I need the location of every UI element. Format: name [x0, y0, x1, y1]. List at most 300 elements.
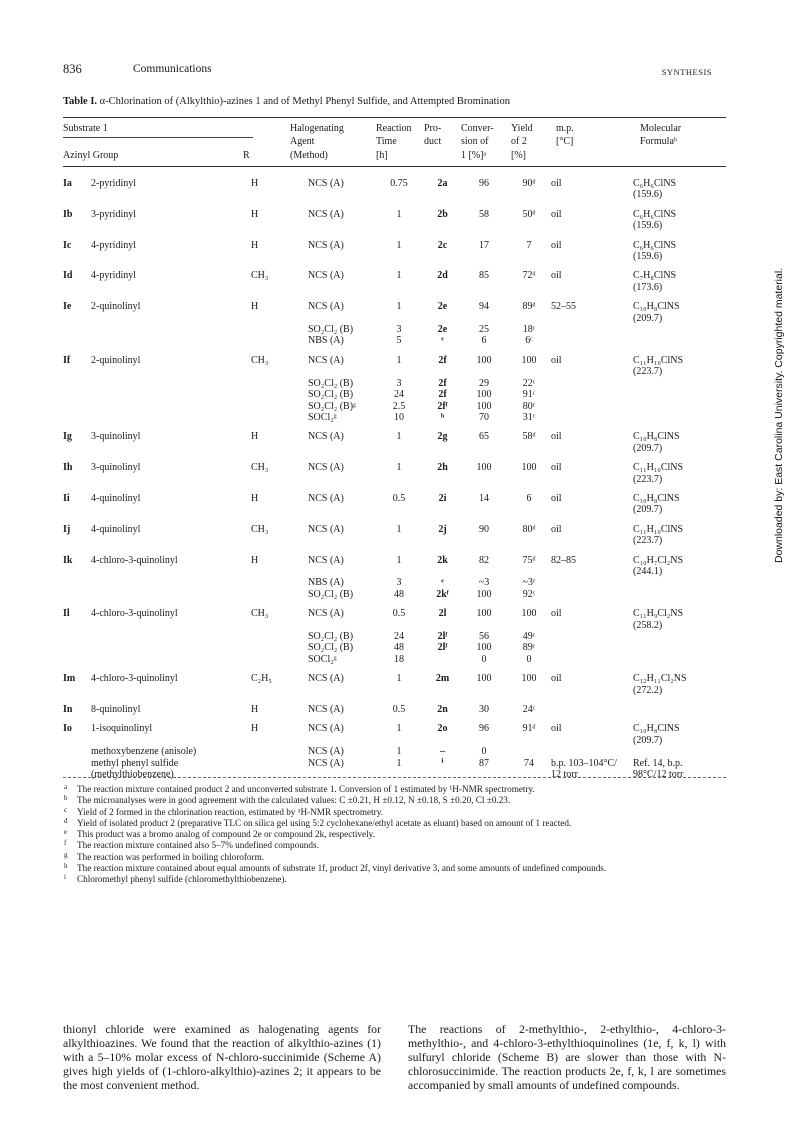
cell-r-group	[251, 401, 308, 412]
r-group-text: CH₃	[251, 462, 269, 474]
reaction-time-text: 0.75	[390, 178, 408, 189]
cell-compound-id	[63, 654, 91, 665]
product-text: 2b	[437, 208, 448, 220]
table-footnotes	[63, 784, 728, 886]
reaction-time-text: 0.5	[392, 608, 406, 620]
footnote	[63, 818, 728, 829]
conversion-text: 6	[481, 335, 487, 347]
cell-compound-id	[63, 423, 91, 454]
molecular-weight-text: (159.6)	[633, 220, 663, 232]
compound-id-text: Ie	[63, 301, 72, 313]
reaction-time-text: 10	[394, 411, 404, 423]
cell-product	[424, 378, 461, 389]
conversion-text: 96	[479, 723, 489, 735]
cell-azinyl-group	[91, 378, 251, 389]
yield-text: 100	[521, 673, 537, 685]
cell-product	[424, 401, 461, 412]
cell-molecular-formula	[633, 769, 728, 780]
reaction-time-text: 24	[394, 389, 404, 401]
cell-compound-id	[63, 178, 91, 201]
cell-compound-id	[63, 335, 91, 346]
reaction-time-text: 48	[394, 642, 404, 654]
table-bottom-rule	[63, 777, 726, 778]
molecular-weight-text: (209.7)	[633, 734, 663, 746]
cell-melting-point	[551, 577, 633, 588]
molecular-formula-text: C₁₁H₉Cl₂NS	[633, 608, 684, 620]
reaction-time-text: 1	[396, 673, 402, 685]
table-row	[63, 665, 728, 696]
header-r: R	[243, 150, 250, 161]
cell-reaction-time	[374, 758, 424, 769]
cell-halogenating-agent	[308, 665, 374, 696]
compound-id-text: Ih	[63, 462, 73, 474]
footnote-mark: d	[64, 816, 68, 825]
cell-conversion	[461, 262, 507, 293]
table-row	[63, 696, 728, 715]
footnote-text: The reaction mixture contained also 5–7% undefined compounds.	[77, 840, 319, 851]
conversion-text: 82	[479, 554, 489, 566]
cell-azinyl-group	[91, 178, 251, 201]
cell-r-group	[251, 589, 308, 600]
molecular-formula-text: C₆H₆ClNS	[633, 178, 677, 189]
cell-conversion	[461, 589, 507, 600]
reaction-time-text: 3	[396, 377, 402, 389]
footnote	[63, 829, 728, 840]
cell-product	[424, 600, 461, 631]
cell-reaction-time	[374, 516, 424, 547]
table-row	[63, 293, 728, 324]
reaction-time-text: 1	[396, 757, 402, 769]
cell-reaction-time	[374, 454, 424, 485]
table-row	[63, 389, 728, 400]
cell-molecular-formula	[633, 378, 728, 389]
cell-r-group	[251, 262, 308, 293]
footnote-mark: b	[64, 794, 68, 803]
reaction-time-text: 5	[396, 335, 402, 347]
header-yield-2: of 2	[511, 136, 527, 147]
cell-yield	[507, 347, 551, 378]
cell-reaction-time	[374, 746, 424, 757]
product-text: 2e	[437, 324, 448, 336]
compound-id-text: Ia	[63, 178, 72, 189]
cell-molecular-formula	[633, 654, 728, 665]
cell-compound-id	[63, 262, 91, 293]
molecular-weight-text: (272.2)	[633, 684, 663, 696]
cell-azinyl-group	[91, 769, 251, 780]
cell-r-group	[251, 547, 308, 578]
footnote-mark: h	[64, 862, 68, 871]
reaction-time-text: 24	[394, 631, 404, 642]
r-group-text: H	[251, 178, 259, 189]
yield-text: 89ᶜ	[522, 642, 536, 654]
conversion-text: 94	[479, 301, 489, 313]
product-text: 2f	[438, 389, 447, 401]
cell-conversion	[461, 423, 507, 454]
cell-r-group	[251, 232, 308, 263]
halogenating-agent-text: NCS (A)	[308, 239, 344, 251]
table-row	[63, 547, 728, 578]
cell-yield	[507, 423, 551, 454]
conversion-text: 65	[479, 431, 489, 443]
cell-halogenating-agent	[308, 401, 374, 412]
yield-text: 31ᶜ	[522, 411, 536, 423]
reaction-time-text: 3	[396, 324, 402, 336]
cell-conversion	[461, 516, 507, 547]
cell-r-group	[251, 600, 308, 631]
cell-compound-id	[63, 715, 91, 746]
cell-azinyl-group	[91, 642, 251, 653]
cell-r-group	[251, 642, 308, 653]
reaction-time-text: 1	[396, 723, 402, 735]
yield-text: 22ᶜ	[522, 377, 536, 389]
table-row	[63, 423, 728, 454]
cell-conversion	[461, 631, 507, 642]
halogenating-agent-text: SO₂Cl₂ (B)	[308, 588, 354, 600]
cell-halogenating-agent	[308, 412, 374, 423]
cell-halogenating-agent	[308, 696, 374, 715]
cell-product	[424, 589, 461, 600]
r-group-text: H	[251, 554, 259, 566]
cell-azinyl-group	[91, 423, 251, 454]
table-row	[63, 412, 728, 423]
cell-conversion	[461, 454, 507, 485]
conversion-text: 100	[476, 462, 492, 474]
cell-melting-point	[551, 600, 633, 631]
cell-molecular-formula	[633, 201, 728, 232]
molecular-weight-text: (209.7)	[633, 442, 663, 454]
cell-product	[424, 347, 461, 378]
azinyl-group-text: 4-chloro-3-quinolinyl	[91, 554, 178, 566]
reaction-time-text: 1	[396, 301, 402, 313]
cell-reaction-time	[374, 293, 424, 324]
azinyl-group-text: methoxybenzene (anisole)	[91, 746, 197, 758]
cell-yield	[507, 293, 551, 324]
cell-melting-point	[551, 454, 633, 485]
cell-conversion	[461, 600, 507, 631]
halogenating-agent-text: NCS (A)	[308, 354, 344, 366]
cell-compound-id	[63, 642, 91, 653]
table-row	[63, 654, 728, 665]
yield-text: 90ᵈ	[522, 178, 536, 189]
conversion-text: 100	[476, 673, 492, 685]
footnote	[63, 795, 728, 806]
cell-conversion	[461, 389, 507, 400]
product-text: 2f	[438, 354, 447, 366]
product-text: 2e	[437, 301, 448, 313]
cell-reaction-time	[374, 389, 424, 400]
download-notice: Downloaded by: East Carolina University. Copyrighted material.	[773, 267, 785, 563]
cell-r-group	[251, 324, 308, 335]
footnote-text: Chloromethyl phenyl sulfide (chloromethylthiobenzene).	[77, 874, 287, 885]
cell-molecular-formula	[633, 746, 728, 757]
table-row	[63, 516, 728, 547]
yield-text: 72ᵈ	[522, 270, 536, 282]
product-text: 2c	[437, 239, 448, 251]
cell-r-group	[251, 378, 308, 389]
cell-halogenating-agent	[308, 178, 374, 201]
cell-halogenating-agent	[308, 516, 374, 547]
cell-r-group	[251, 423, 308, 454]
r-group-text: C₂H₅	[251, 673, 272, 685]
cell-halogenating-agent	[308, 642, 374, 653]
cell-compound-id	[63, 412, 91, 423]
compound-id-text: Il	[63, 608, 70, 620]
cell-molecular-formula	[633, 665, 728, 696]
cell-azinyl-group	[91, 335, 251, 346]
reaction-time-text: 2.5	[392, 400, 406, 412]
r-group-text: H	[251, 492, 259, 504]
molecular-weight-text: (159.6)	[633, 189, 663, 201]
cell-azinyl-group	[91, 516, 251, 547]
cell-yield	[507, 378, 551, 389]
cell-r-group	[251, 631, 308, 642]
cell-compound-id	[63, 389, 91, 400]
product-text: ʰ	[440, 411, 445, 423]
melting-point-text: oil	[551, 723, 562, 735]
cell-compound-id	[63, 665, 91, 696]
cell-halogenating-agent	[308, 547, 374, 578]
cell-molecular-formula	[633, 389, 728, 400]
product-text: ⁱ	[441, 757, 444, 769]
compound-id-text: Id	[63, 270, 73, 282]
cell-compound-id	[63, 758, 91, 769]
azinyl-group-text: 4-pyridinyl	[91, 270, 136, 282]
cell-conversion	[461, 577, 507, 588]
header-product-2: duct	[424, 136, 442, 147]
cell-melting-point	[551, 201, 633, 232]
cell-molecular-formula	[633, 631, 728, 642]
table-row	[63, 642, 728, 653]
cell-conversion	[461, 758, 507, 769]
reaction-time-text: 1	[396, 354, 402, 366]
cell-conversion	[461, 201, 507, 232]
cell-azinyl-group	[91, 665, 251, 696]
header-substrate: Substrate 1	[63, 123, 108, 134]
halogenating-agent-text: NCS (A)	[308, 462, 344, 474]
footnote	[63, 784, 728, 795]
yield-text: 80ᶜ	[522, 400, 536, 412]
cell-yield	[507, 696, 551, 715]
table-row	[63, 324, 728, 335]
header-conversion-2: sion of	[461, 136, 489, 147]
cell-reaction-time	[374, 378, 424, 389]
footnote-mark: e	[64, 828, 68, 837]
cell-reaction-time	[374, 665, 424, 696]
melting-point-text: oil	[551, 462, 562, 474]
cell-melting-point	[551, 589, 633, 600]
cell-azinyl-group	[91, 389, 251, 400]
cell-halogenating-agent	[308, 715, 374, 746]
conversion-text: 100	[476, 608, 492, 620]
molecular-weight-text: (173.6)	[633, 281, 663, 293]
cell-molecular-formula	[633, 423, 728, 454]
reaction-time-text: 1	[396, 270, 402, 282]
cell-halogenating-agent	[308, 324, 374, 335]
azinyl-group-text: methyl phenyl sulfide	[91, 757, 179, 769]
cell-melting-point	[551, 631, 633, 642]
header-agent-2: Agent	[290, 136, 315, 147]
cell-compound-id	[63, 324, 91, 335]
cell-molecular-formula	[633, 178, 728, 201]
melting-point-text: 52–55	[551, 301, 576, 313]
header-formula-1: Molecular	[640, 123, 682, 134]
cell-halogenating-agent	[308, 201, 374, 232]
azinyl-group-text: 4-chloro-3-quinolinyl	[91, 673, 178, 685]
cell-yield	[507, 600, 551, 631]
cell-molecular-formula	[633, 715, 728, 746]
cell-product	[424, 769, 461, 780]
product-text: –	[440, 746, 445, 758]
halogenating-agent-text: SOCl₂ᵍ	[308, 411, 337, 423]
halogenating-agent-text: NCS (A)	[308, 431, 344, 443]
cell-r-group	[251, 178, 308, 201]
cell-azinyl-group	[91, 201, 251, 232]
molecular-weight-text: (223.7)	[633, 535, 663, 547]
cell-conversion	[461, 769, 507, 780]
cell-compound-id	[63, 589, 91, 600]
table-row	[63, 600, 728, 631]
reaction-time-text: 18	[394, 653, 404, 665]
cell-reaction-time	[374, 201, 424, 232]
azinyl-group-text: 3-pyridinyl	[91, 208, 136, 220]
yield-text: 91ᵈ	[522, 723, 536, 735]
cell-molecular-formula	[633, 485, 728, 516]
cell-yield	[507, 769, 551, 780]
product-text: 2m	[435, 673, 450, 685]
molecular-formula-text: C₁₂H₁₁Cl₂NS	[633, 673, 687, 685]
product-text: 2fᶠ	[437, 400, 448, 412]
cell-halogenating-agent	[308, 293, 374, 324]
yield-text: 6ᶜ	[525, 335, 533, 347]
molecular-formula-text: C₆H₆ClNS	[633, 208, 677, 220]
cell-melting-point	[551, 485, 633, 516]
footnote-text: The reaction mixture contained about equal amounts of substrate 1f, product 2f, vinyl derivative 3, and some amounts of undefined compounds.	[77, 863, 607, 874]
reaction-time-text: 1	[396, 431, 402, 443]
body-text-left: thionyl chloride were examined as halogenating agents for alkylthioazines. We found that the reaction of alkylthio-azines (1) with a 5–10% molar excess of N-chloro-succinimide (Scheme A) gives high yields of (1-chloro-alkylthio)-azines 2; it appears to be the most convenient method.	[63, 1022, 381, 1093]
table-row	[63, 401, 728, 412]
cell-compound-id	[63, 516, 91, 547]
footnote-text: The reaction mixture contained product 2 and unconverted substrate 1. Conversion of 1 estimated by ¹H-NMR spectrometry.	[77, 784, 535, 794]
reaction-time-text: 1	[396, 208, 402, 220]
cell-molecular-formula	[633, 696, 728, 715]
cell-compound-id	[63, 232, 91, 263]
journal-name: SYNTHESIS	[661, 67, 712, 77]
halogenating-agent-text: SO₂Cl₂ (B)ᵍ	[308, 400, 357, 412]
cell-product	[424, 293, 461, 324]
cell-compound-id	[63, 378, 91, 389]
cell-molecular-formula	[633, 335, 728, 346]
table-row	[63, 577, 728, 588]
yield-text: 50ᵈ	[522, 208, 536, 220]
melting-point-text: b.p. 103–104°C/	[551, 757, 617, 769]
cell-melting-point	[551, 389, 633, 400]
halogenating-agent-text: NCS (A)	[308, 523, 344, 535]
molecular-weight-text: (258.2)	[633, 619, 663, 631]
compound-id-text: Ic	[63, 239, 72, 251]
cell-melting-point	[551, 696, 633, 715]
cell-melting-point	[551, 758, 633, 769]
table-header-rule	[63, 166, 726, 167]
cell-product	[424, 547, 461, 578]
footnote-text: This product was a bromo analog of compound 2e or compound 2k, respectively.	[77, 829, 375, 840]
halogenating-agent-text: NCS (A)	[308, 492, 344, 504]
cell-azinyl-group	[91, 293, 251, 324]
cell-yield	[507, 631, 551, 642]
molecular-formula-text: 98°C/12 torr	[633, 769, 684, 781]
table-row	[63, 347, 728, 378]
melting-point-text: oil	[551, 431, 562, 443]
cell-azinyl-group	[91, 547, 251, 578]
cell-compound-id	[63, 454, 91, 485]
compound-id-text: Ik	[63, 554, 73, 566]
cell-azinyl-group	[91, 746, 251, 757]
molecular-formula-text: C₁₀H₈ClNS	[633, 301, 680, 313]
section-title: Communications	[133, 63, 212, 75]
cell-conversion	[461, 412, 507, 423]
cell-yield	[507, 324, 551, 335]
cell-azinyl-group	[91, 654, 251, 665]
cell-reaction-time	[374, 577, 424, 588]
cell-azinyl-group	[91, 758, 251, 769]
molecular-formula-text: C₁₁H₁₀ClNS	[633, 523, 684, 535]
product-text: 2kᶠ	[436, 588, 449, 600]
halogenating-agent-text: SO₂Cl₂ (B)	[308, 631, 354, 642]
footnote	[63, 807, 728, 818]
cell-yield	[507, 232, 551, 263]
cell-reaction-time	[374, 232, 424, 263]
yield-text: ~3ᶜ	[522, 577, 536, 589]
footnote-mark: f	[64, 839, 67, 848]
cell-melting-point	[551, 642, 633, 653]
cell-compound-id	[63, 485, 91, 516]
cell-conversion	[461, 347, 507, 378]
azinyl-group-text: 4-quinolinyl	[91, 523, 141, 535]
azinyl-group-text: 2-quinolinyl	[91, 301, 141, 313]
product-text: 2j	[438, 523, 447, 535]
cell-halogenating-agent	[308, 378, 374, 389]
header-conversion-3: 1 [%]ᵃ	[461, 150, 487, 161]
cell-halogenating-agent	[308, 654, 374, 665]
azinyl-group-text: 4-quinolinyl	[91, 492, 141, 504]
cell-halogenating-agent	[308, 631, 374, 642]
halogenating-agent-text: NCS (A)	[308, 746, 344, 758]
cell-reaction-time	[374, 696, 424, 715]
header-product-1: Pro-	[424, 123, 442, 134]
table-row	[63, 378, 728, 389]
molecular-weight-text: (209.7)	[633, 312, 663, 324]
cell-azinyl-group	[91, 631, 251, 642]
cell-reaction-time	[374, 769, 424, 780]
cell-r-group	[251, 696, 308, 715]
halogenating-agent-text: NBS (A)	[308, 577, 344, 589]
table-row	[63, 485, 728, 516]
cell-product	[424, 201, 461, 232]
cell-melting-point	[551, 335, 633, 346]
yield-text: 75ᵈ	[522, 554, 536, 566]
cell-reaction-time	[374, 715, 424, 746]
cell-yield	[507, 715, 551, 746]
header-yield-3: [%]	[511, 150, 526, 161]
footnote-text: Yield of isolated product 2 (preparative TLC on silica gel using 5:2 cyclohexane/ethyl acetate as eluant) based on amount of 1 reacted.	[77, 817, 572, 828]
compound-id-text: Ii	[63, 492, 70, 504]
azinyl-group-text: 2-pyridinyl	[91, 178, 136, 189]
product-text: ᵉ	[441, 335, 444, 347]
halogenating-agent-text: NCS (A)	[308, 301, 344, 313]
molecular-formula-text: C₇H₈ClNS	[633, 270, 677, 282]
molecular-formula-text: C₆H₆ClNS	[633, 239, 677, 251]
r-group-text: H	[251, 239, 259, 251]
yield-text: 91ᶜ	[522, 389, 536, 401]
